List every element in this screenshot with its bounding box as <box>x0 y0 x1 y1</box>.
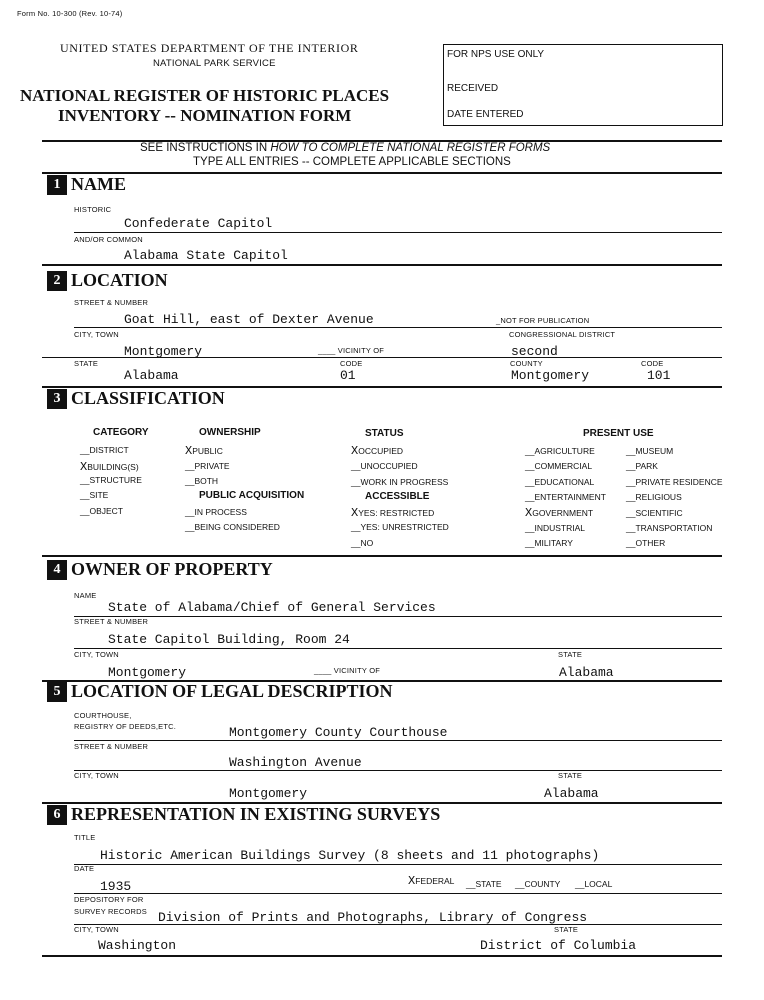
status-unoccupied: __UNOCCUPIED <box>351 461 418 471</box>
line <box>74 893 722 894</box>
survey-date: 1935 <box>100 879 132 894</box>
form-title-2: INVENTORY -- NOMINATION FORM <box>58 106 352 125</box>
survey-federal: XFEDERAL <box>408 874 455 888</box>
status-header: STATUS <box>365 428 404 439</box>
depository-state-label: STATE <box>554 925 579 934</box>
use-educational: __EDUCATIONAL <box>525 477 595 487</box>
owner-vicinity: ____ VICINITY OF <box>314 666 381 675</box>
form-title-1: NATIONAL REGISTER OF HISTORIC PLACES <box>20 86 390 105</box>
accessible-header: ACCESSIBLE <box>365 491 430 502</box>
status-occupied: XOCCUPIED <box>351 444 404 458</box>
location-city: Montgomery <box>124 344 203 359</box>
section-4-header: 4 OWNER OF PROPERTY <box>47 559 273 580</box>
owner-state: Alabama <box>559 665 614 680</box>
acquisition-being-considered: __BEING CONSIDERED <box>185 522 280 532</box>
vicinity: ____ VICINITY OF <box>318 346 385 355</box>
department: UNITED STATES DEPARTMENT OF THE INTERIOR <box>60 41 359 55</box>
line <box>74 616 722 617</box>
accessible-restricted: XYES: RESTRICTED <box>351 506 435 520</box>
use-park: __PARK <box>626 461 658 471</box>
use-government: XGOVERNMENT <box>525 506 594 520</box>
line <box>74 740 722 741</box>
line <box>74 327 722 328</box>
owner-street: State Capitol Building, Room 24 <box>108 632 350 647</box>
use-museum: __MUSEUM <box>626 446 674 456</box>
line <box>74 770 722 771</box>
accessible-unrestricted: __YES: UNRESTRICTED <box>351 522 449 532</box>
legal-city: Montgomery <box>229 786 308 801</box>
divider <box>42 955 722 957</box>
ownership-both: __BOTH <box>185 476 219 486</box>
owner-street-label: STREET & NUMBER <box>74 617 149 626</box>
legal-state: Alabama <box>544 786 599 801</box>
location-state: Alabama <box>124 368 179 383</box>
instructions-2: TYPE ALL ENTRIES -- COMPLETE APPLICABLE SECTIONS <box>193 156 511 168</box>
category-district: __DISTRICT <box>80 445 129 455</box>
category-header: CATEGORY <box>93 427 149 438</box>
service: NATIONAL PARK SERVICE <box>153 58 276 69</box>
line <box>74 648 722 649</box>
state-code: 01 <box>340 368 356 383</box>
use-industrial: __INDUSTRIAL <box>525 523 585 533</box>
present-use-header: PRESENT USE <box>583 428 654 439</box>
instructions-1: SEE INSTRUCTIONS IN HOW TO COMPLETE NATIONAL REGISTER FORMS <box>140 142 551 154</box>
nps-date-entered: DATE ENTERED <box>447 109 524 120</box>
use-other: __OTHER <box>626 538 666 548</box>
ownership-private: __PRIVATE <box>185 461 230 471</box>
section-3-header: 3 CLASSIFICATION <box>47 388 225 409</box>
line <box>74 924 722 925</box>
form-number: Form No. 10-300 (Rev. 10-74) <box>17 9 123 18</box>
ownership-header: OWNERSHIP <box>199 427 261 438</box>
category-structure: __STRUCTURE <box>80 475 142 485</box>
use-religious: __RELIGIOUS <box>626 492 682 502</box>
code-label: CODE <box>340 359 363 368</box>
depository-city-label: CITY, TOWN <box>74 925 119 934</box>
survey-date-label: DATE <box>74 864 95 873</box>
nps-received: RECEIVED <box>447 83 499 94</box>
use-entertainment: __ENTERTAINMENT <box>525 492 606 502</box>
legal-street: Washington Avenue <box>229 755 362 770</box>
use-private-residence: __PRIVATE RESIDENCE <box>626 477 723 487</box>
depository: Division of Prints and Photographs, Library of Congress <box>158 910 588 925</box>
accessible-no: __NO <box>351 538 374 548</box>
survey-title: Historic American Buildings Survey (8 sheets and 11 photographs) <box>100 848 600 863</box>
line <box>74 864 722 865</box>
owner-city-label: CITY, TOWN <box>74 650 119 659</box>
state-label: STATE <box>74 359 99 368</box>
section-5-header: 5 LOCATION OF LEGAL DESCRIPTION <box>47 681 393 702</box>
section-6-header: 6 REPRESENTATION IN EXISTING SURVEYS <box>47 804 440 825</box>
city-label: CITY, TOWN <box>74 330 119 339</box>
courthouse-label-1: COURTHOUSE, <box>74 711 132 720</box>
not-for-publication: _NOT FOR PUBLICATION <box>496 316 590 325</box>
county-code-label: CODE <box>641 359 664 368</box>
historic-label: HISTORIC <box>74 205 112 214</box>
congressional-district: second <box>511 344 558 359</box>
section-2-header: 2 LOCATION <box>47 270 168 291</box>
owner-name-label: NAME <box>74 591 97 600</box>
legal-city-label: CITY, TOWN <box>74 771 119 780</box>
street-label: STREET & NUMBER <box>74 298 149 307</box>
depository-state: District of Columbia <box>480 938 637 953</box>
use-scientific: __SCIENTIFIC <box>626 508 683 518</box>
survey-title-label: TITLE <box>74 833 96 842</box>
congressional-label: CONGRESSIONAL DISTRICT <box>509 330 616 339</box>
acquisition-in-process: __IN PROCESS <box>185 507 247 517</box>
location-county: Montgomery <box>511 368 590 383</box>
section-1-header: 1 NAME <box>47 174 126 195</box>
legal-street-label: STREET & NUMBER <box>74 742 149 751</box>
depository-label-2: SURVEY RECORDS <box>74 907 147 916</box>
divider <box>42 264 722 266</box>
ownership-public: XPUBLIC <box>185 444 223 458</box>
legal-state-label: STATE <box>558 771 583 780</box>
divider <box>42 555 722 557</box>
depository-city: Washington <box>98 938 177 953</box>
nps-use-only: FOR NPS USE ONLY <box>447 49 545 60</box>
owner-city: Montgomery <box>108 665 187 680</box>
line <box>42 357 722 358</box>
location-street: Goat Hill, east of Dexter Avenue <box>124 312 374 327</box>
use-transportation: __TRANSPORTATION <box>626 523 713 533</box>
common-name: Alabama State Capitol <box>124 248 288 263</box>
line <box>74 232 722 233</box>
courthouse-label-2: REGISTRY OF DEEDS,ETC. <box>74 722 177 731</box>
survey-county: __COUNTY <box>515 879 561 889</box>
use-commercial: __COMMERCIAL <box>525 461 593 471</box>
use-military: __MILITARY <box>525 538 573 548</box>
category-buildings: XBUILDING(S) <box>80 460 139 474</box>
common-label: AND/OR COMMON <box>74 235 143 244</box>
survey-local: __LOCAL <box>575 879 613 889</box>
public-acquisition-header: PUBLIC ACQUISITION <box>199 490 305 501</box>
depository-label-1: DEPOSITORY FOR <box>74 895 144 904</box>
survey-state: __STATE <box>466 879 502 889</box>
county-code: 101 <box>647 368 671 383</box>
category-object: __OBJECT <box>80 506 123 516</box>
historic-name: Confederate Capitol <box>124 216 273 231</box>
owner-name: State of Alabama/Chief of General Services <box>108 600 436 615</box>
status-work-in-progress: __WORK IN PROGRESS <box>351 477 449 487</box>
nps-use-box <box>443 44 723 126</box>
divider <box>42 172 722 174</box>
owner-state-label: STATE <box>558 650 583 659</box>
county-label: COUNTY <box>510 359 543 368</box>
use-agriculture: __AGRICULTURE <box>525 446 595 456</box>
category-site: __SITE <box>80 490 109 500</box>
courthouse: Montgomery County Courthouse <box>229 725 448 740</box>
